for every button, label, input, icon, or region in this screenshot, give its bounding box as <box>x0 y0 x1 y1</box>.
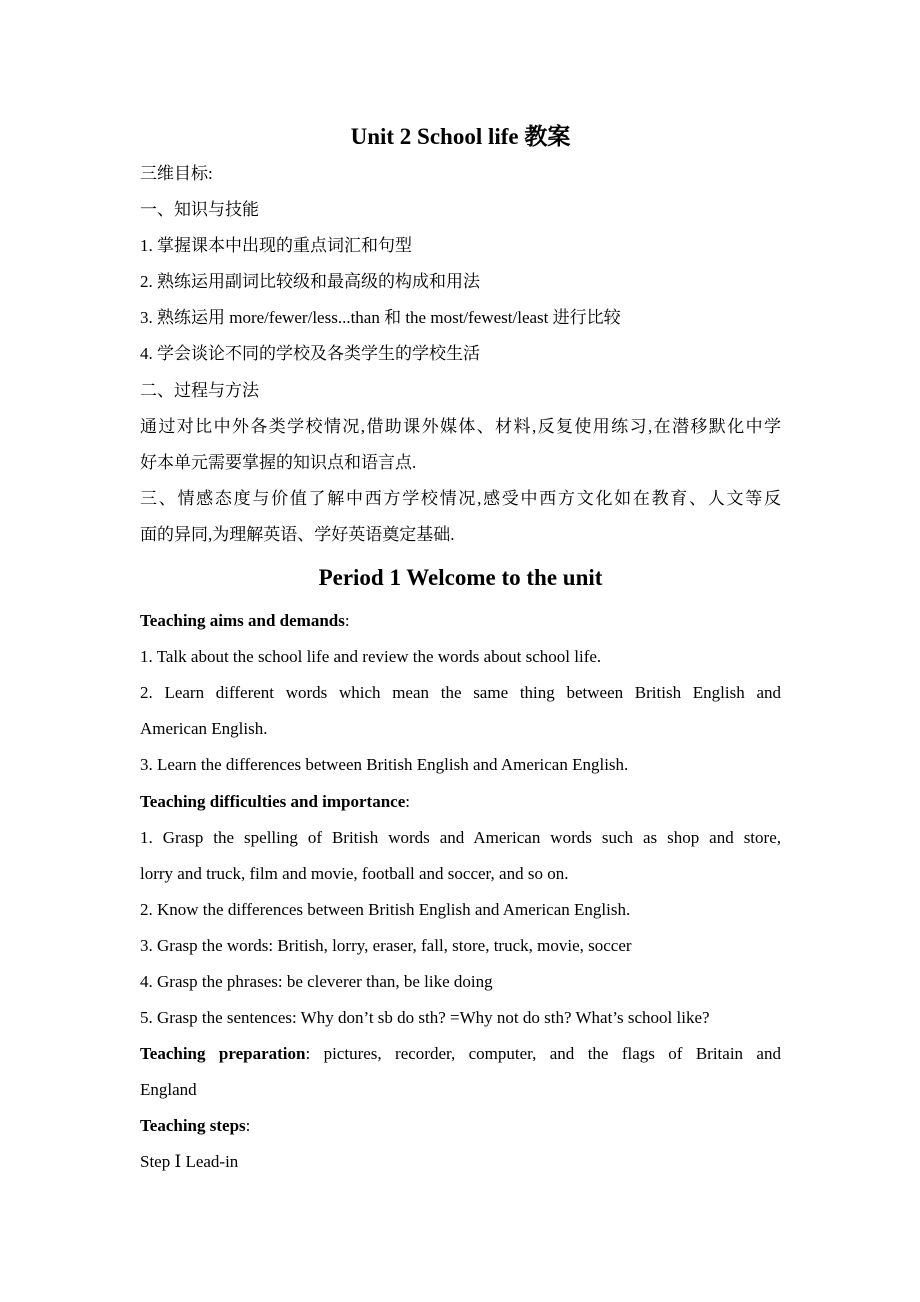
aims-item: 3. Learn the differences between British English and American English. <box>140 755 629 775</box>
document-body <box>140 118 781 1181</box>
aims-colon: : <box>344 611 350 631</box>
difficulties-item: 5. Grasp the sentences: Why don’t sb do sth? =Why not do sth? What’s school like? <box>140 1008 710 1028</box>
difficulties-item: 1. Grasp the spelling of British words and American words such as shop and store, <box>140 827 781 847</box>
steps-heading <box>140 1108 781 1144</box>
step-item: Step Ⅰ Lead-in <box>140 1152 239 1172</box>
steps-colon: : <box>245 1116 251 1136</box>
process-text-line: 好本单元需要掌握的知识点和语言点. <box>140 452 417 472</box>
aims-heading <box>140 603 781 639</box>
knowledge-item: 1. 掌握课本中出现的重点词汇和句型 <box>140 236 412 256</box>
knowledge-item: 3. 熟练运用 more/fewer/less...than 和 the most/fewest/least 进行比较 <box>140 308 621 328</box>
aims-item-continued: American English. <box>140 719 268 739</box>
preparation-line <box>140 1036 781 1072</box>
knowledge-heading: 一、知识与技能 <box>140 200 259 220</box>
attitude-text-line: 面的异同,为理解英语、学好英语奠定基础. <box>140 524 455 544</box>
difficulties-item: 2. Know the differences between British English and American English. <box>140 899 631 919</box>
preparation-line-continued: England <box>140 1080 197 1100</box>
preparation-text: : pictures, recorder, computer, and the flags of Britain and <box>305 1044 781 1064</box>
process-text-line: 通过对比中外各类学校情况,借助课外媒体、材料,反复使用练习,在潜移默化中学 <box>140 416 781 436</box>
difficulties-item: 3. Grasp the words: British, lorry, eraser, fall, store, truck, movie, soccer <box>140 935 632 955</box>
objectives-heading: 三维目标: <box>140 164 213 183</box>
knowledge-item: 4. 学会谈论不同的学校及各类学生的学校生活 <box>140 344 480 364</box>
aims-item: 2. Learn different words which mean the same thing between British English and <box>140 683 781 703</box>
process-heading: 二、过程与方法 <box>140 380 259 400</box>
difficulties-label: Teaching difficulties and importance <box>140 791 406 811</box>
knowledge-item: 2. 熟练运用副词比较级和最高级的构成和用法 <box>140 272 480 292</box>
document-title: Unit 2 School life 教案 <box>350 124 571 149</box>
difficulties-heading <box>140 784 781 820</box>
difficulties-item: 4. Grasp the phrases: be cleverer than, be like doing <box>140 971 493 991</box>
period-title: Period 1 Welcome to the unit <box>318 565 603 591</box>
steps-label: Teaching steps <box>140 1116 246 1136</box>
difficulties-item-continued: lorry and truck, film and movie, football and soccer, and so on. <box>140 863 569 883</box>
attitude-text-line: 三、情感态度与价值了解中西方学校情况,感受中西方文化如在教育、人文等反 <box>140 488 781 508</box>
difficulties-colon: : <box>405 791 410 811</box>
aims-label: Teaching aims and demands <box>140 611 345 631</box>
aims-item: 1. Talk about the school life and review the words about school life. <box>140 647 602 667</box>
preparation-label: Teaching preparation <box>140 1044 306 1064</box>
